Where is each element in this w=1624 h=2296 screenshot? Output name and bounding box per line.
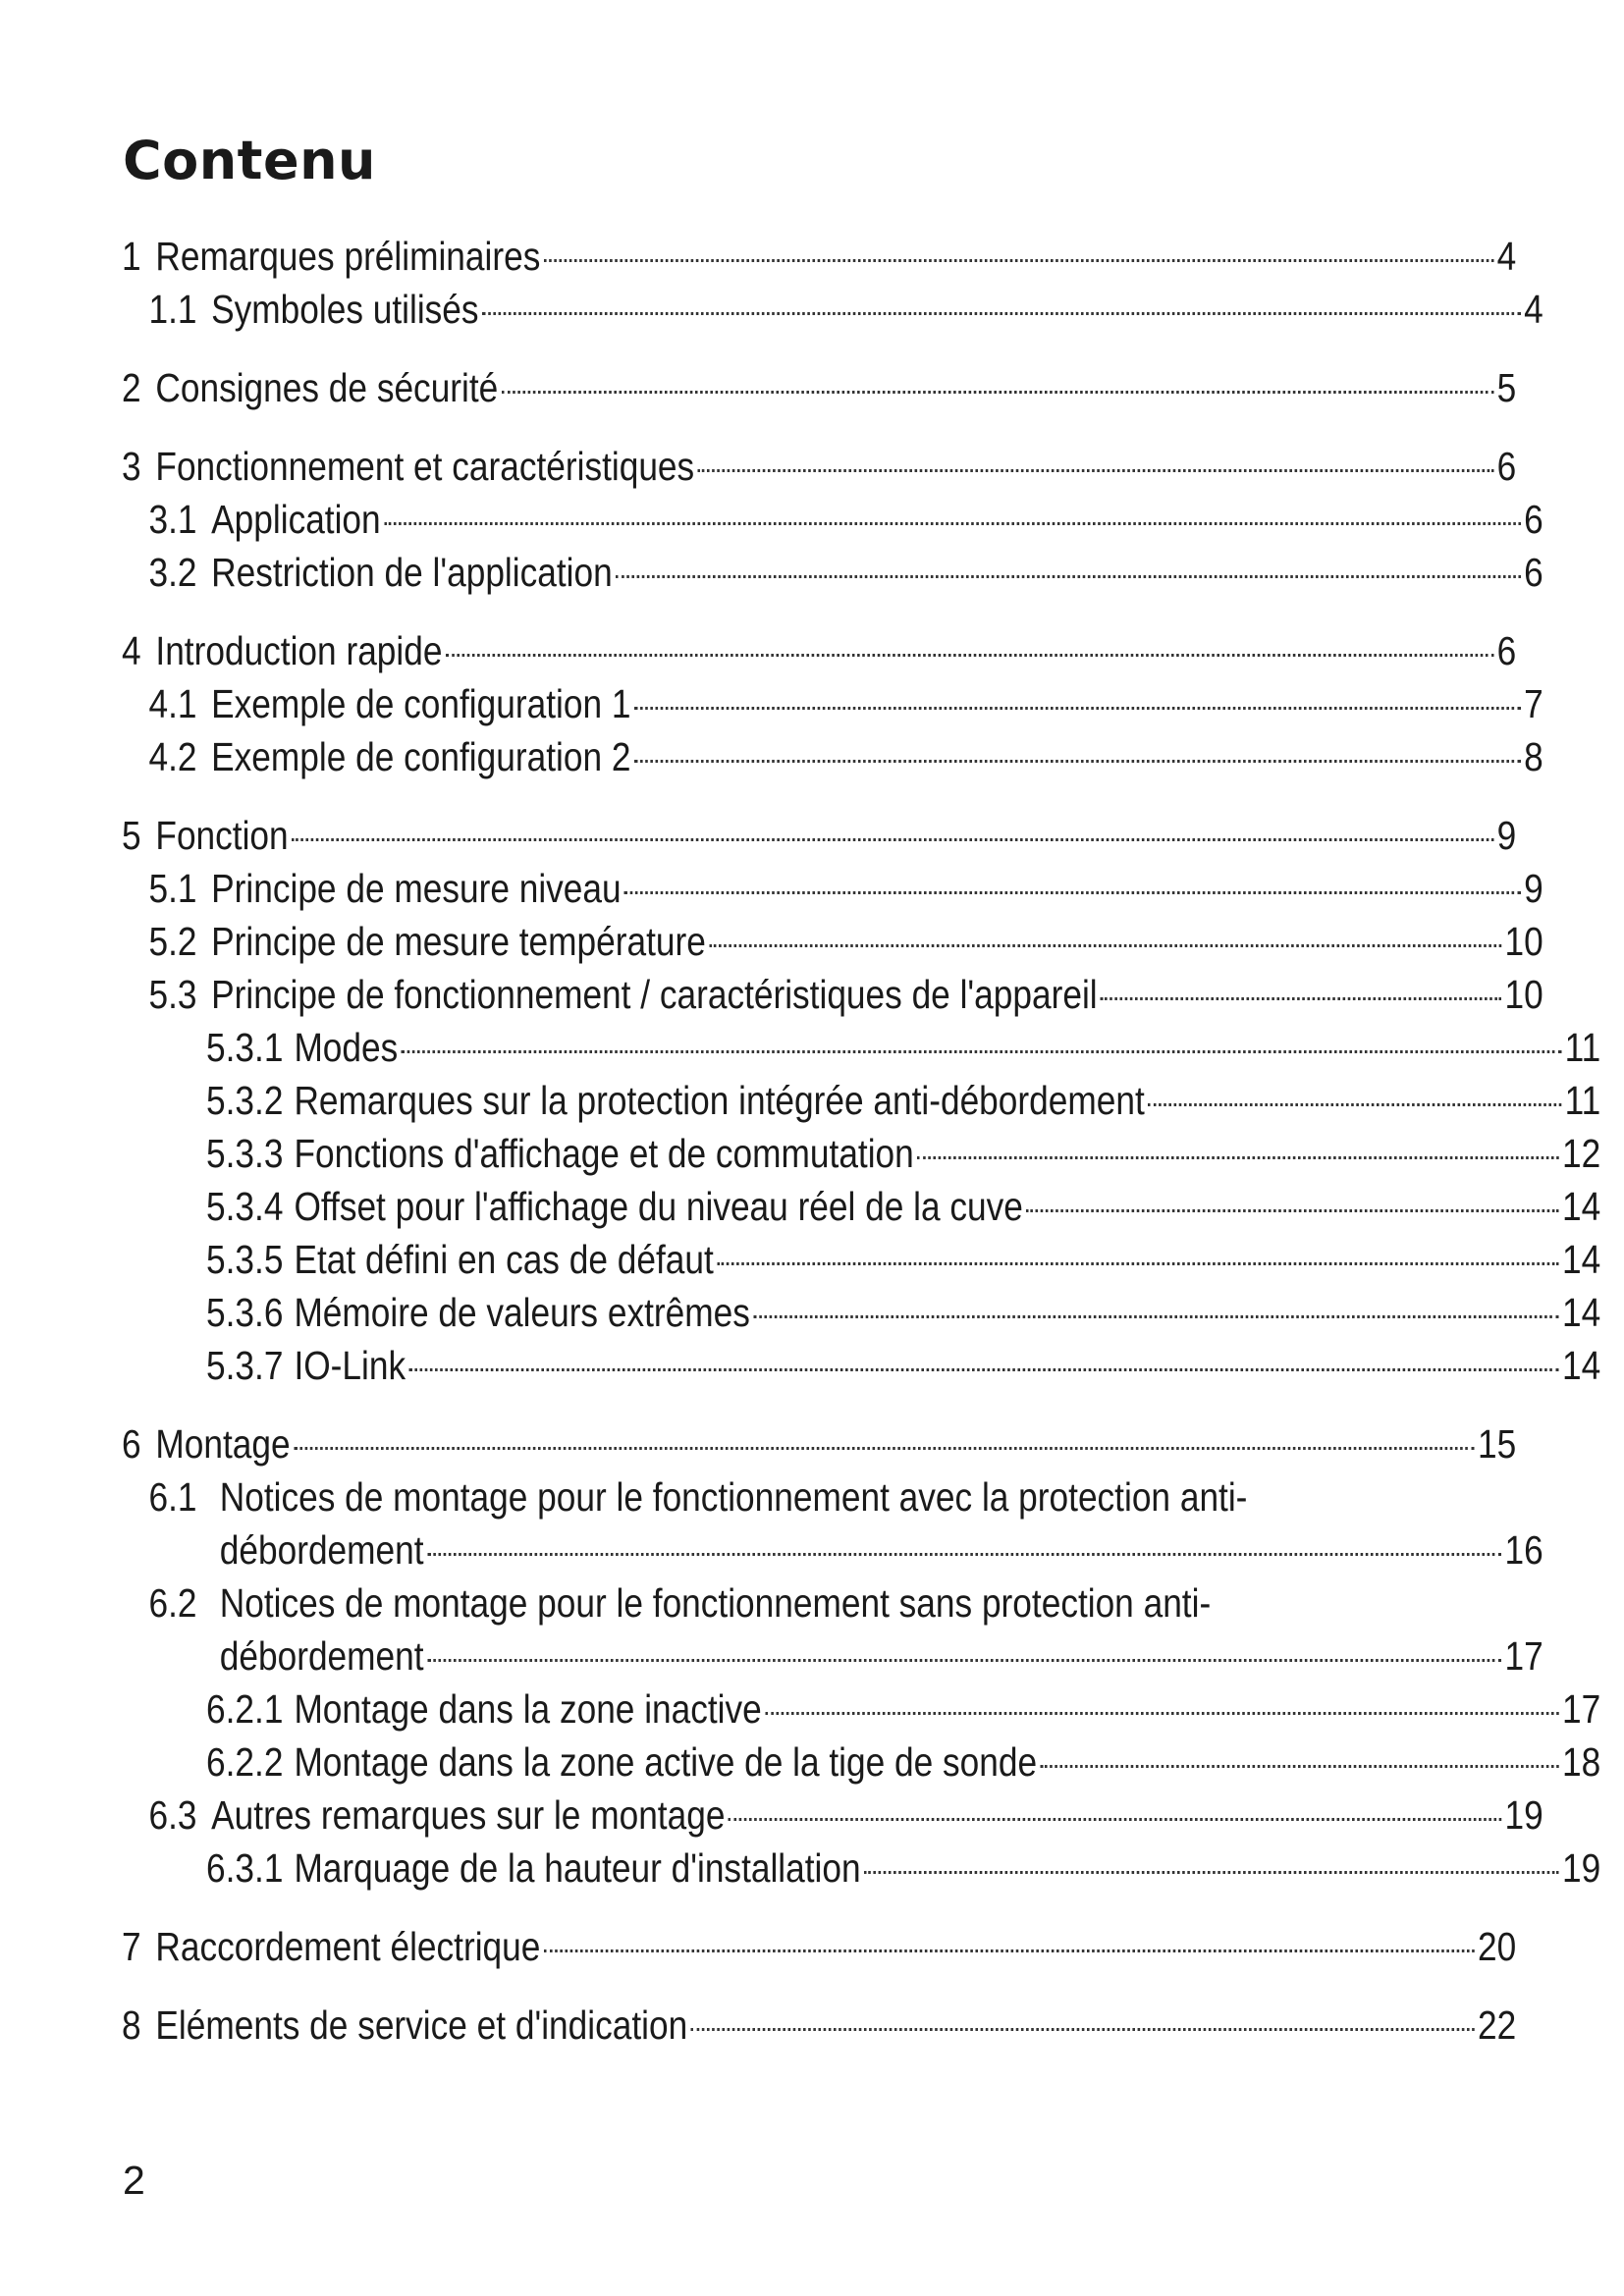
toc-entry-title: Modes (294, 1025, 399, 1070)
toc-entry[interactable] (122, 546, 1543, 599)
toc-entry[interactable] (122, 1339, 1600, 1392)
toc-entry-page: 17 (1562, 1686, 1601, 1732)
toc-entry-page: 9 (1496, 813, 1517, 858)
toc-entry-page: 11 (1564, 1025, 1601, 1070)
toc-entry-number: 4 (122, 628, 141, 673)
toc-entry-page: 6 (1496, 628, 1517, 673)
leader-dots (1041, 1765, 1559, 1768)
toc-entry-title: Notices de montage pour le fonctionnement sans protection anti- (219, 1580, 1212, 1626)
leader-dots (729, 1818, 1501, 1821)
toc-entry[interactable] (122, 1127, 1600, 1180)
leader-dots (917, 1156, 1558, 1159)
toc-entry[interactable] (122, 624, 1516, 677)
leader-dots (427, 1553, 1501, 1556)
toc-entry-title-continued: débordement (219, 1527, 424, 1573)
toc-entry-number: 5.3.5 (206, 1237, 284, 1282)
toc-entry-page: 7 (1524, 681, 1543, 726)
toc-entry-title: Principe de mesure température (211, 919, 706, 964)
toc-entry-number: 5.2 (148, 919, 197, 964)
toc-entry[interactable] (122, 915, 1543, 968)
toc-entry-number: 4.2 (148, 734, 197, 779)
leader-dots (698, 469, 1494, 472)
leader-dots (292, 838, 1493, 841)
toc-entry-page: 14 (1562, 1237, 1601, 1282)
toc-entry-title: Introduction rapide (155, 628, 443, 673)
toc-entry[interactable] (122, 1074, 1600, 1127)
toc-entry[interactable] (122, 968, 1543, 1021)
toc-entry-title: IO-Link (294, 1343, 406, 1388)
toc-entry[interactable] (122, 1920, 1516, 1973)
toc-entry-title: Raccordement électrique (155, 1924, 541, 1969)
toc-entry[interactable] (122, 809, 1516, 862)
leader-dots (1026, 1209, 1558, 1212)
toc-entry[interactable] (122, 730, 1543, 783)
toc-entry[interactable] (122, 1233, 1600, 1286)
leader-dots (864, 1871, 1559, 1874)
toc-entry-title: Montage (155, 1421, 291, 1467)
toc-entry-page: 10 (1504, 919, 1543, 964)
leader-dots (1148, 1103, 1561, 1106)
toc-entry[interactable] (122, 1021, 1600, 1074)
toc-entry-page: 4 (1496, 234, 1517, 279)
toc-entry-page: 5 (1496, 365, 1517, 410)
toc-entry-title: Remarques sur la protection intégrée anti-débordement (294, 1078, 1145, 1123)
leader-dots (384, 522, 1521, 525)
toc-entry[interactable] (122, 1470, 1543, 1576)
toc-entry-page: 6 (1496, 444, 1517, 489)
leader-dots (691, 2028, 1475, 2031)
toc-entry-page: 16 (1504, 1527, 1543, 1573)
toc-entry-number: 1.1 (148, 287, 197, 332)
toc-entry-title: Fonctionnement et caractéristiques (155, 444, 695, 489)
toc-entry[interactable] (122, 230, 1516, 283)
leader-dots (544, 1949, 1475, 1952)
toc-entry[interactable] (122, 493, 1543, 546)
leader-dots (409, 1368, 1559, 1371)
toc-entry-page: 8 (1524, 734, 1543, 779)
leader-dots (624, 891, 1521, 894)
toc-entry-page: 9 (1524, 866, 1543, 911)
leader-dots (446, 654, 1493, 657)
leader-dots (544, 259, 1493, 262)
leader-dots (753, 1315, 1558, 1318)
toc-entry-page: 14 (1562, 1290, 1601, 1335)
leader-dots (616, 575, 1521, 578)
leader-dots (717, 1262, 1558, 1265)
leader-dots (634, 760, 1521, 763)
leader-dots (709, 944, 1501, 947)
toc-entry-title: Eléments de service et d'indication (155, 2002, 688, 2048)
toc-entry-title: Consignes de sécurité (155, 365, 499, 410)
leader-dots (294, 1447, 1475, 1450)
toc-entry-title-continued: débordement (219, 1633, 424, 1679)
table-of-contents (122, 230, 1601, 2052)
toc-entry-number: 5.1 (148, 866, 197, 911)
toc-entry-title: Marquage de la hauteur d'installation (294, 1845, 861, 1891)
toc-entry-number: 7 (122, 1924, 141, 1969)
toc-entry-number: 5.3.1 (206, 1025, 284, 1070)
page-number: 2 (123, 2158, 145, 2203)
toc-entry-number: 5.3.6 (206, 1290, 284, 1335)
leader-dots (427, 1659, 1501, 1662)
toc-entry-title: Exemple de configuration 1 (211, 681, 631, 726)
toc-entry-number: 1 (122, 234, 141, 279)
toc-entry-title: Restriction de l'application (211, 550, 613, 595)
toc-entry[interactable] (122, 862, 1543, 915)
toc-entry-page: 10 (1504, 972, 1543, 1017)
toc-entry-number: 3.1 (148, 497, 197, 542)
toc-entry-number: 5 (122, 813, 141, 858)
toc-entry-title: Notices de montage pour le fonctionnement avec la protection anti- (219, 1474, 1248, 1520)
toc-entry-page: 19 (1504, 1792, 1543, 1838)
toc-entry-title: Etat défini en cas de défaut (294, 1237, 714, 1282)
toc-entry[interactable] (122, 1735, 1600, 1789)
toc-entry[interactable] (122, 677, 1543, 730)
toc-entry[interactable] (122, 1180, 1600, 1233)
toc-entry[interactable] (122, 283, 1543, 336)
toc-entry-page: 11 (1564, 1078, 1601, 1123)
leader-dots (502, 391, 1493, 394)
toc-entry-number: 5.3 (148, 972, 197, 1017)
leader-dots (1101, 997, 1501, 1000)
toc-entry-page: 17 (1504, 1633, 1543, 1679)
leader-dots (482, 312, 1521, 315)
toc-entry[interactable] (122, 361, 1516, 414)
toc-entry-number: 6.2.1 (206, 1686, 284, 1732)
toc-entry-page: 4 (1524, 287, 1543, 332)
toc-entry-number: 5.3.2 (206, 1078, 284, 1123)
toc-entry-title: Principe de mesure niveau (211, 866, 622, 911)
toc-entry-number: 6.2.2 (206, 1739, 284, 1785)
toc-entry-page: 18 (1562, 1739, 1601, 1785)
toc-entry-page: 20 (1478, 1924, 1517, 1969)
toc-entry-page: 6 (1524, 497, 1543, 542)
toc-entry[interactable] (122, 1789, 1543, 1842)
leader-dots (765, 1712, 1558, 1715)
toc-entry-title: Montage dans la zone inactive (294, 1686, 762, 1732)
toc-entry-page: 6 (1524, 550, 1543, 595)
toc-entry-number: 3 (122, 444, 141, 489)
toc-entry-number: 5.3.4 (206, 1184, 284, 1229)
toc-entry[interactable] (122, 1682, 1600, 1735)
toc-entry[interactable] (122, 1417, 1516, 1470)
toc-entry-number: 6.2 (148, 1580, 197, 1626)
leader-dots (634, 707, 1521, 710)
toc-entry-page: 12 (1562, 1131, 1601, 1176)
toc-entry-number: 6.1 (148, 1474, 197, 1520)
toc-entry[interactable] (122, 1999, 1516, 2052)
toc-entry-number: 6 (122, 1421, 141, 1467)
toc-entry-number: 6.3 (148, 1792, 197, 1838)
toc-entry-title: Remarques préliminaires (155, 234, 541, 279)
page-title: Contenu (123, 130, 376, 191)
toc-entry-page: 19 (1562, 1845, 1601, 1891)
toc-entry-number: 8 (122, 2002, 141, 2048)
toc-entry-title: Offset pour l'affichage du niveau réel de la cuve (294, 1184, 1023, 1229)
leader-dots (402, 1050, 1561, 1053)
toc-entry-page: 14 (1562, 1343, 1601, 1388)
toc-entry-title: Principe de fonctionnement / caractéristiques de l'appareil (211, 972, 1098, 1017)
toc-entry-title: Application (211, 497, 381, 542)
toc-entry-number: 2 (122, 365, 141, 410)
toc-entry[interactable] (122, 1576, 1543, 1682)
toc-entry-title: Autres remarques sur le montage (211, 1792, 726, 1838)
toc-entry[interactable] (122, 1286, 1600, 1339)
toc-entry-page: 22 (1478, 2002, 1517, 2048)
toc-entry-number: 4.1 (148, 681, 197, 726)
toc-entry-number: 5.3.7 (206, 1343, 284, 1388)
toc-entry-page: 14 (1562, 1184, 1601, 1229)
toc-entry-title: Mémoire de valeurs extrêmes (294, 1290, 750, 1335)
toc-entry[interactable] (122, 440, 1516, 493)
toc-entry-page: 15 (1478, 1421, 1517, 1467)
toc-entry-title: Fonctions d'affichage et de commutation (294, 1131, 914, 1176)
toc-entry-number: 3.2 (148, 550, 197, 595)
toc-entry-title: Exemple de configuration 2 (211, 734, 631, 779)
toc-entry-number: 5.3.3 (206, 1131, 284, 1176)
toc-entry-title: Fonction (155, 813, 289, 858)
toc-entry-title: Symboles utilisés (211, 287, 479, 332)
toc-entry[interactable] (122, 1842, 1600, 1895)
toc-entry-number: 6.3.1 (206, 1845, 284, 1891)
toc-entry-title: Montage dans la zone active de la tige de sonde (294, 1739, 1038, 1785)
